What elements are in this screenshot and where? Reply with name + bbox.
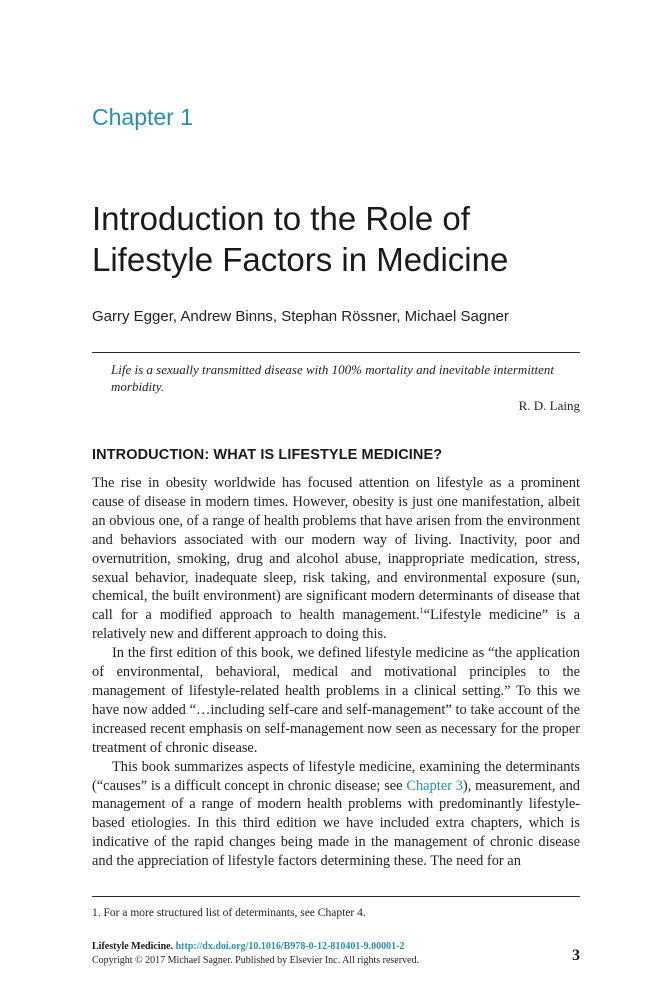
chapter-3-link[interactable]: Chapter 3 xyxy=(406,777,463,794)
paragraph-1-text: The rise in obesity worldwide has focused attention on lifestyle as a prominent cause of disease in modern times. However, obesity is just one manifestation, albeit an obvious one, of a range of health problems that have arisen from the environment and behaviors associated with our modern way of living. Inactivity, poor and overnutrition, smoking, drug and alcohol abuse, inappropriate medication, stress, sexual behavior, inadequate sleep, risk taking, and environmental exposure (sun, chemical, the built environment) are significant modern determinants of disease that call for a modified approach to health management. xyxy=(92,475,580,624)
epigraph-quote: Life is a sexually transmitted disease with 100% mortality and inevitable intermittent morbidity. xyxy=(111,362,555,394)
paragraph-3 xyxy=(92,758,580,871)
footer-citation xyxy=(92,941,404,952)
section-heading: INTRODUCTION: WHAT IS LIFESTYLE MEDICINE? xyxy=(92,447,443,463)
paragraph-1-tail: “Lifestyle medicine” is a relatively new and different approach to doing this. xyxy=(92,607,580,643)
epigraph-attribution: R. D. Laing xyxy=(518,398,580,413)
copyright-notice: Copyright © 2017 Michael Sagner. Published by Elsevier Inc. All rights reserved. xyxy=(92,955,419,966)
footnote: 1. For a more structured list of determinants, see Chapter 4. xyxy=(92,907,366,919)
footnote-divider xyxy=(92,896,580,897)
paragraph-3-before: This book summarizes aspects of lifestyle medicine, examining the determinants (“causes” is a difficult concept in chronic disease; see xyxy=(92,758,580,794)
epigraph-divider xyxy=(92,352,580,353)
doi-link[interactable]: http://dx.doi.org/10.1016/B978-0-12-810401-9.00001-2 xyxy=(175,941,405,952)
author-list: Garry Egger, Andrew Binns, Stephan Rössner, Michael Sagner xyxy=(92,308,509,325)
chapter-title: Introduction to the Role of Lifestyle Factors in Medicine xyxy=(92,200,509,278)
body-text xyxy=(92,474,580,871)
page-number: 3 xyxy=(572,947,580,964)
paragraph-1 xyxy=(92,474,580,644)
paragraph-3-after: ), measurement, and management of a range of modern health problems with predominantly lifestyle-based etiologies. In this third edition we have included extra chapters, which is indicative of the rapid changes being made in the management of chronic disease and the appreciation of lifestyle factors determining these. The need for an xyxy=(92,777,580,870)
chapter-label: Chapter 1 xyxy=(92,104,194,130)
paragraph-2: In the first edition of this book, we defined lifestyle medicine as “the application of environmental, behavioral, medical and motivational principles to the management of lifestyle-related health problems in a clinical setting.” To this we have now added “…including self-care and self-management” to take account of the increased recent emphasis on self-management now seen as necessary for the proper treatment of chronic disease. xyxy=(92,645,580,756)
footnote-ref[interactable]: 1 xyxy=(419,606,424,616)
journal-name: Lifestyle Medicine. xyxy=(92,941,174,952)
